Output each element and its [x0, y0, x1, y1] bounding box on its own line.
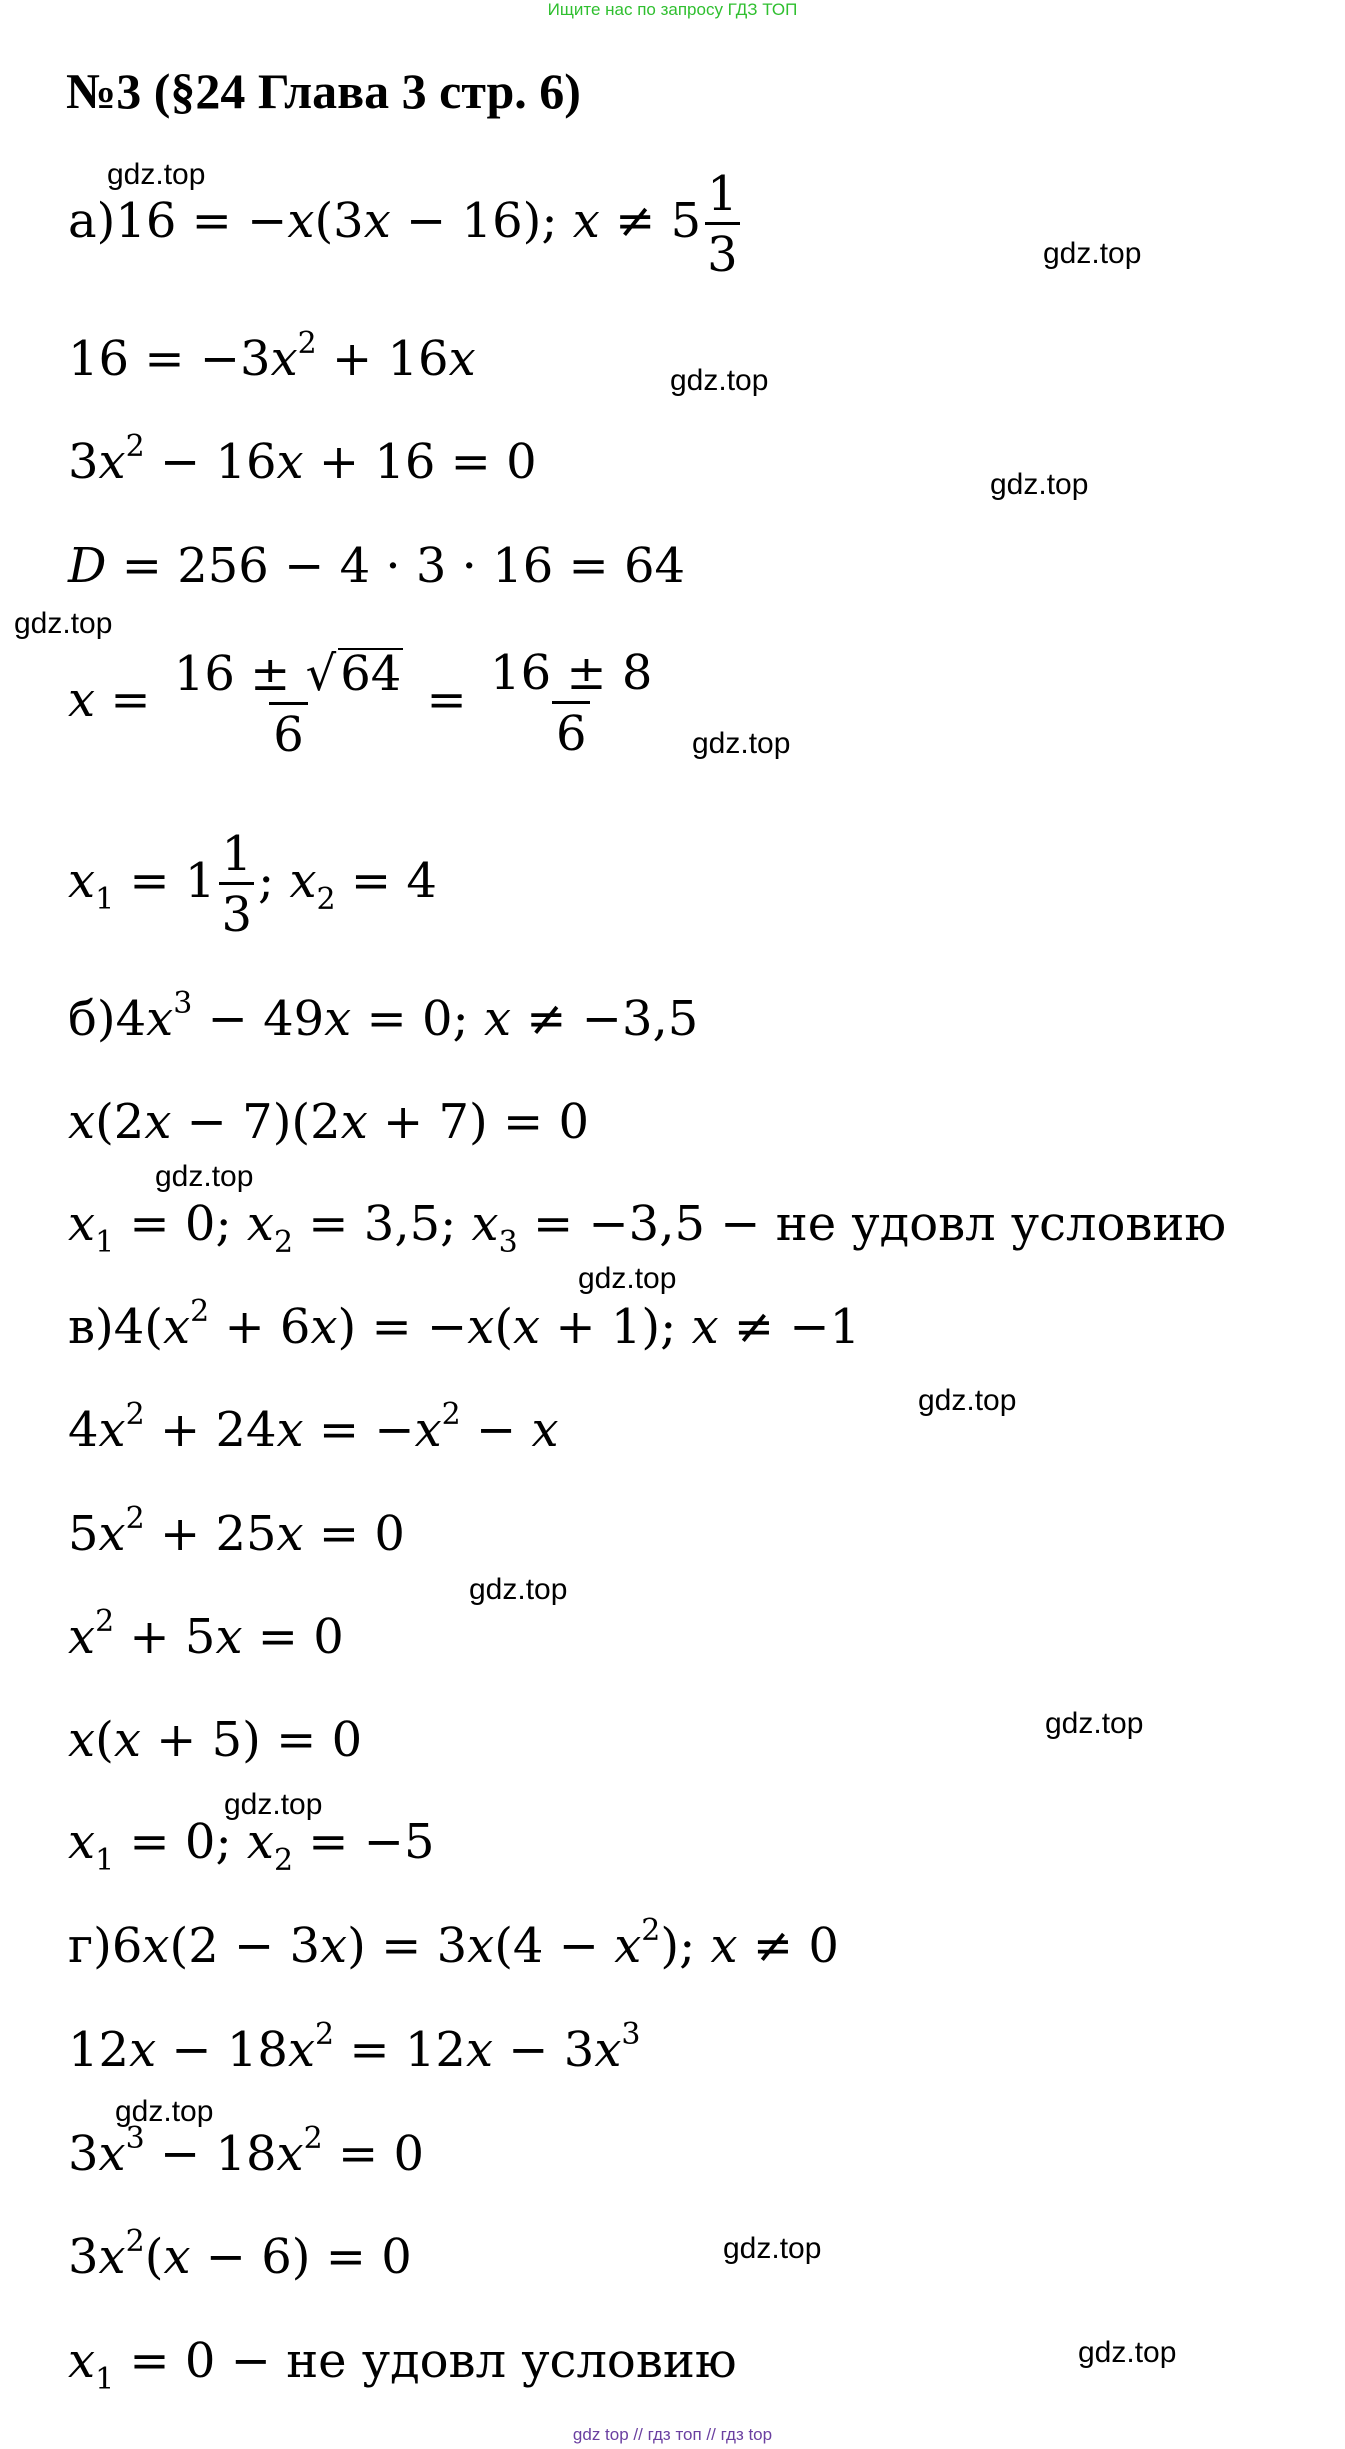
part-label-v: в) — [68, 1299, 114, 1355]
math-line-v1: $в)4(x^2 + 6x) = -x(x + 1)$; x ≠ −1 — [68, 1294, 861, 1355]
watermark: gdz.top — [14, 607, 113, 640]
math-line-v3: $5x^2 + 25x = 0$ — [68, 1501, 405, 1562]
watermark: gdz.top — [670, 364, 769, 397]
watermark: gdz.top — [918, 1384, 1017, 1417]
math-line-a3: $3x^2 - 16x + 16 = 0$ — [68, 429, 537, 490]
math-line-a4: D = 256 − 4 · 3 · 16 = 64 — [68, 538, 686, 594]
watermark: gdz.top — [1078, 2336, 1177, 2369]
math-line-v5: x(x + 5) = 0 — [68, 1712, 363, 1768]
watermark: gdz.top — [107, 158, 206, 191]
watermark: gdz.top — [1043, 237, 1142, 270]
part-label-a: а) — [68, 193, 116, 249]
math-line-v4: $x^2 + 5x = 0$ — [68, 1604, 344, 1665]
math-line-g4: $3x^2(x - 6) = 0$ — [68, 2224, 412, 2285]
footer-links[interactable]: gdz top // гдз топ // гдз top — [572, 2425, 773, 2444]
condition-note: не удовл условию — [286, 2333, 737, 2389]
part-label-g: г) — [68, 1918, 112, 1974]
math-line-g3: $3x^3 - 18x^2 = 0$ — [68, 2121, 424, 2182]
math-line-g2: $12x - 18x^2 = 12x - 3x^3$ — [68, 2017, 641, 2078]
math-line-v2: $4x^2 + 24x = -x^2 - x$ — [68, 1397, 559, 1458]
math-line-a1: а)16 = −x(3x − 16); x ≠ 5 $\frac{1}{3}$ — [68, 166, 738, 283]
math-line-b1: $б)4x^3 - 49x = 0$; x ≠ −3,5 — [68, 986, 699, 1047]
condition-note: не удовл условию — [775, 1196, 1227, 1252]
watermark: gdz.top — [469, 1573, 568, 1606]
math-line-b2: x(2x − 7)(2x + 7) = 0 — [68, 1094, 590, 1150]
watermark: gdz.top — [224, 1788, 323, 1821]
math-line-a6: $x_1 = 1$ $\frac{1}{3}$ ; $x_2 = 4$ — [68, 826, 437, 943]
math-line-a5: x = $\frac{16 \pm √64}{6}$ = $\frac{16 \pm 8}{6}$ — [68, 645, 653, 763]
math-line-g1: $г)6x(2 - 3x) = 3x(4 - x^2)$; x ≠ 0 — [68, 1913, 839, 1974]
watermark: gdz.top — [692, 727, 791, 760]
part-label-b: б) — [68, 991, 116, 1047]
watermark: gdz.top — [115, 2095, 214, 2128]
watermark: gdz.top — [578, 1262, 677, 1295]
page-title: №3 (§24 Глава 3 стр. 6) — [66, 63, 581, 119]
math-line-v6: $x_1 = 0$; $x_2 = -5$ — [68, 1814, 435, 1878]
watermark: gdz.top — [1045, 1707, 1144, 1740]
watermark: gdz.top — [990, 468, 1089, 501]
math-line-a2: $16 = -3x^2 + 16x$ — [68, 326, 476, 387]
watermark: gdz.top — [155, 1160, 254, 1193]
math-line-b3: $x_1 = 0$; $x_2 = 3,5$; $x_3 = -3,5$ − не удовл условию — [68, 1196, 1227, 1260]
math-line-g5: $x_1 = 0$ − не удовл условию — [68, 2333, 737, 2397]
top-banner[interactable]: Ищите нас по запросу ГДЗ ТОП — [547, 0, 798, 19]
watermark: gdz.top — [723, 2232, 822, 2265]
